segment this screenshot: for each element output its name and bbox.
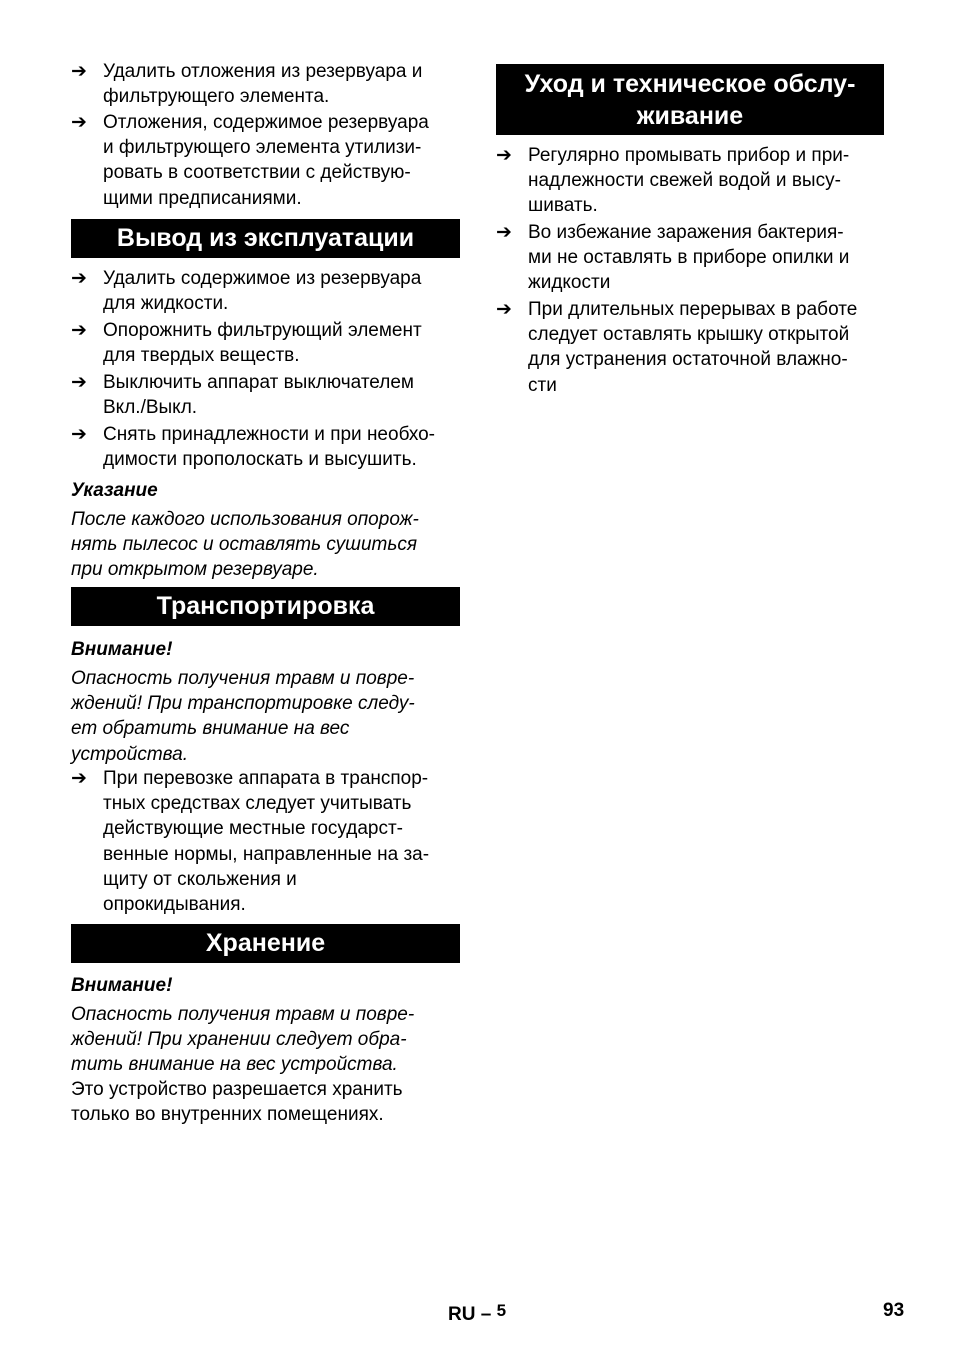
footer-section-number: 5 bbox=[496, 1301, 507, 1320]
list-item-text: Удалить содержимое из резервуара для жидкости. bbox=[103, 268, 422, 315]
note-text: После каждого использования опорож- нять пылесос и оставлять сушиться при открытом резервуаре. bbox=[71, 509, 419, 581]
section-heading-storage: Хранение bbox=[71, 924, 460, 963]
arrow-right-icon: ➔ bbox=[71, 423, 87, 445]
arrow-right-icon: ➔ bbox=[71, 267, 87, 289]
section-heading-transport: Транспортировка bbox=[71, 587, 460, 626]
page-number: 93 bbox=[883, 1300, 905, 1321]
list-item-text: Выключить аппарат выключателем Вкл./Выкл. bbox=[103, 372, 414, 419]
warning-title: Внимание! bbox=[71, 975, 173, 996]
note-title: Указание bbox=[71, 480, 158, 501]
arrow-right-icon: ➔ bbox=[71, 111, 87, 133]
warning-text: Опасность получения травм и повре- ждений! При транспортировке следу- ет обратить внимание на вес устройства. bbox=[71, 668, 415, 765]
arrow-right-icon: ➔ bbox=[71, 767, 87, 789]
warning-text: Опасность получения травм и повре- ждений! При хранении следует обра- тить внимание на вес устройства. bbox=[71, 1004, 415, 1076]
list-item-text: Регулярно промывать прибор и при- надлежности свежей водой и высу- шивать. bbox=[528, 145, 850, 217]
list-item-text: Опорожнить фильтрующий элемент для твердых веществ. bbox=[103, 320, 422, 367]
footer-language-section bbox=[448, 1298, 506, 1327]
arrow-right-icon: ➔ bbox=[496, 144, 512, 166]
section-heading-maintenance: Уход и техническое обслу- живание bbox=[496, 64, 884, 135]
footer-language: RU – bbox=[448, 1304, 492, 1325]
arrow-right-icon: ➔ bbox=[71, 319, 87, 341]
arrow-right-icon: ➔ bbox=[71, 371, 87, 393]
list-item-text: При перевозке аппарата в транспор- тных средствах следует учитывать действующие местные государст- венные нормы, направленные на за- щиту от скольжения и опрокидывания. bbox=[103, 768, 430, 916]
list-item-text: При длительных перерывах в работе следует оставлять крышку открытой для устранения остаточной влажно- сти bbox=[528, 299, 858, 396]
list-item-text: Во избежание заражения бактерия- ми не оставлять в приборе опилки и жидкости bbox=[528, 222, 850, 294]
warning-title: Внимание! bbox=[71, 639, 173, 660]
section-heading-decommission: Вывод из эксплуатации bbox=[71, 219, 460, 258]
list-item-text: Снять принадлежности и при необхо- димости прополоскать и высушить. bbox=[103, 424, 435, 471]
arrow-right-icon: ➔ bbox=[496, 298, 512, 320]
list-item-text: Отложения, содержимое резервуара и фильтрующего элемента утилизи- ровать в соответствии с действую- щими предписаниями. bbox=[103, 112, 429, 209]
arrow-right-icon: ➔ bbox=[71, 60, 87, 82]
list-item-text: Удалить отложения из резервуара и фильтрующего элемента. bbox=[103, 61, 423, 108]
storage-text: Это устройство разрешается хранить только во внутренних помещениях. bbox=[71, 1079, 403, 1126]
arrow-right-icon: ➔ bbox=[496, 221, 512, 243]
